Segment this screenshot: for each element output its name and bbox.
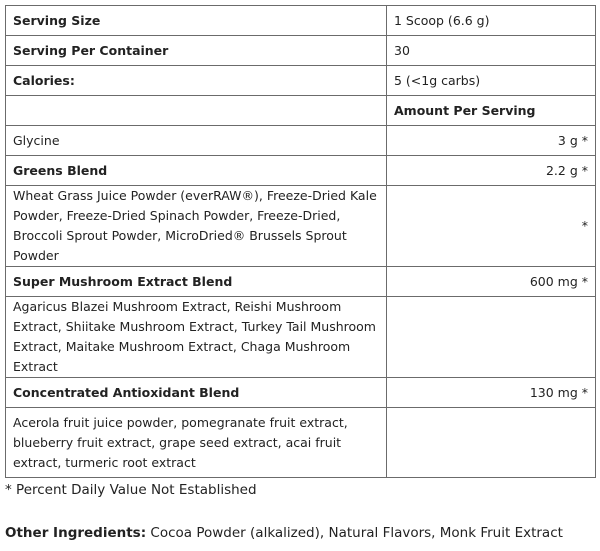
serving-size-label: Serving Size [6,6,387,36]
other-ingredients-label: Other Ingredients: [5,525,147,541]
calories-label: Calories: [6,66,387,96]
blend-contents: Agaricus Blazei Mushroom Extract, Reishi Mushroom Extract, Shiitake Mushroom Extract, Turkey Tail Mushroom Extract, Maitake Mushroom Extract, Chaga Mushroom Extract [6,297,387,378]
other-ingredients-text: Cocoa Powder (alkalized), Natural Flavors, Monk Fruit Extract [146,525,563,541]
blend-contents-amount [387,297,596,378]
blend-contents-row [6,408,596,478]
blend-contents-amount: * [387,186,596,267]
supplement-facts-table [5,5,596,478]
amount-header-row [6,96,596,126]
other-ingredients [5,524,563,542]
amount-header-blank [6,96,387,126]
daily-value-footnote: * Percent Daily Value Not Established [5,482,257,498]
servings-per-container-row [6,36,596,66]
blend-contents-row [6,297,596,378]
blend-contents-row [6,186,596,267]
servings-per-container-value: 30 [387,36,596,66]
amount-per-serving-header: Amount Per Serving [387,96,596,126]
blend-amount: 2.2 g * [387,156,596,186]
blend-contents: Wheat Grass Juice Powder (everRAW®), Freeze-Dried Kale Powder, Freeze-Dried Spinach Powder, Freeze-Dried, Broccoli Sprout Powder, MicroDried® Brussels Sprout Powder [6,186,387,267]
serving-size-value: 1 Scoop (6.6 g) [387,6,596,36]
blend-row [6,156,596,186]
blend-amount: 130 mg * [387,378,596,408]
blend-name: Concentrated Antioxidant Blend [6,378,387,408]
blend-contents-amount [387,408,596,478]
blend-contents: Acerola fruit juice powder, pomegranate fruit extract, blueberry fruit extract, grape seed extract, acai fruit extract, turmeric root extract [6,408,387,478]
blend-row [6,378,596,408]
serving-size-row [6,6,596,36]
blend-name: Super Mushroom Extract Blend [6,267,387,297]
blend-row [6,267,596,297]
calories-value: 5 (<1g carbs) [387,66,596,96]
blend-name: Greens Blend [6,156,387,186]
servings-per-container-label: Serving Per Container [6,36,387,66]
blend-amount: 600 mg * [387,267,596,297]
calories-row [6,66,596,96]
ingredient-amount: 3 g * [387,126,596,156]
ingredient-row [6,126,596,156]
ingredient-name: Glycine [6,126,387,156]
